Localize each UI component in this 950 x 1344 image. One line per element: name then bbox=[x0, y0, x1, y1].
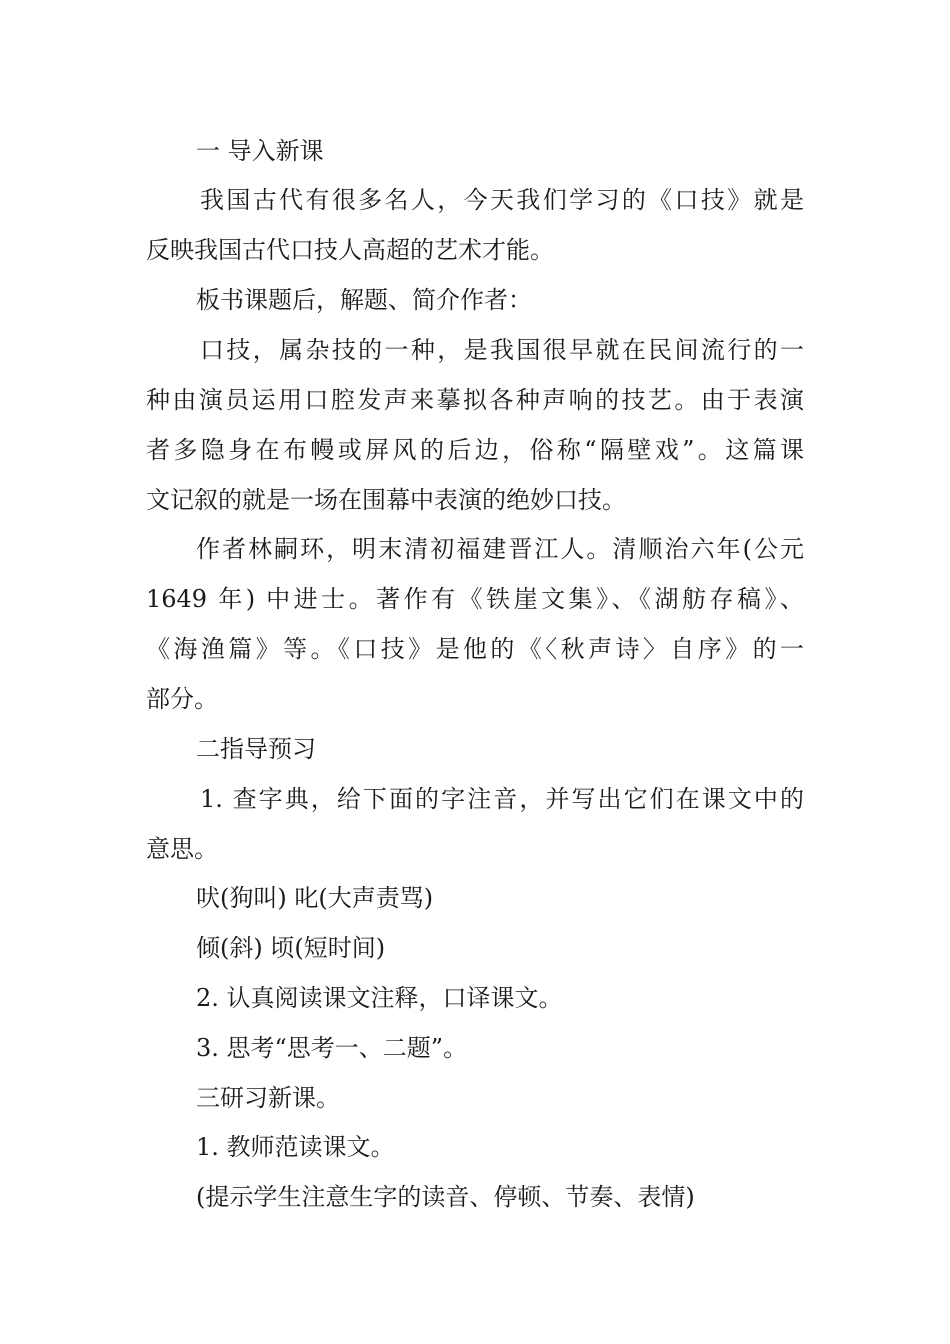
paragraph-line: 作者林嗣环，明末清初福建晋江人。清顺治六年(公元 bbox=[196, 535, 804, 563]
section-heading-preview: 二指导预习 bbox=[196, 735, 316, 763]
list-item: 1. 教师范读课文。 bbox=[196, 1133, 395, 1161]
vocab-line: 倾(斜) 顷(短时间) bbox=[196, 934, 386, 962]
vocab-line: 吠(狗叫) 叱(大声责骂) bbox=[196, 884, 434, 912]
paragraph-line: 1. 查字典，给下面的字注音，并写出它们在课文中的 bbox=[200, 785, 804, 813]
paragraph-line: 《海渔篇》等。《口技》是他的《〈秋声诗〉自序》的一 bbox=[146, 635, 804, 663]
paragraph-line: 文记叙的就是一场在围幕中表演的绝妙口技。 bbox=[146, 486, 626, 514]
paragraph-line: 1649 年) 中进士。著作有《铁崖文集》、《湖舫存稿》、 bbox=[146, 585, 804, 613]
section-heading-study: 三研习新课。 bbox=[196, 1084, 340, 1112]
list-item: 2. 认真阅读课文注释，口译课文。 bbox=[196, 984, 563, 1012]
paragraph-line: 意思。 bbox=[146, 835, 218, 863]
note-line: (提示学生注意生字的读音、停顿、节奏、表情) bbox=[196, 1183, 695, 1211]
section-heading-intro: 一 导入新课 bbox=[196, 137, 324, 165]
paragraph-line: 者多隐身在布幔或屏风的后边，俗称“隔壁戏”。这篇课 bbox=[146, 436, 804, 464]
paragraph-line: 我国古代有很多名人，今天我们学习的《口技》就是 bbox=[200, 186, 804, 214]
paragraph-line: 部分。 bbox=[146, 685, 218, 713]
paragraph-line: 种由演员运用口腔发声来摹拟各种声响的技艺。由于表演 bbox=[146, 386, 804, 414]
list-item: 3. 思考“思考一、二题”。 bbox=[196, 1034, 468, 1062]
paragraph-line: 反映我国古代口技人高超的艺术才能。 bbox=[146, 236, 554, 264]
paragraph-line: 口技，属杂技的一种，是我国很早就在民间流行的一 bbox=[200, 336, 804, 364]
paragraph-line: 板书课题后，解题、简介作者： bbox=[196, 286, 532, 314]
